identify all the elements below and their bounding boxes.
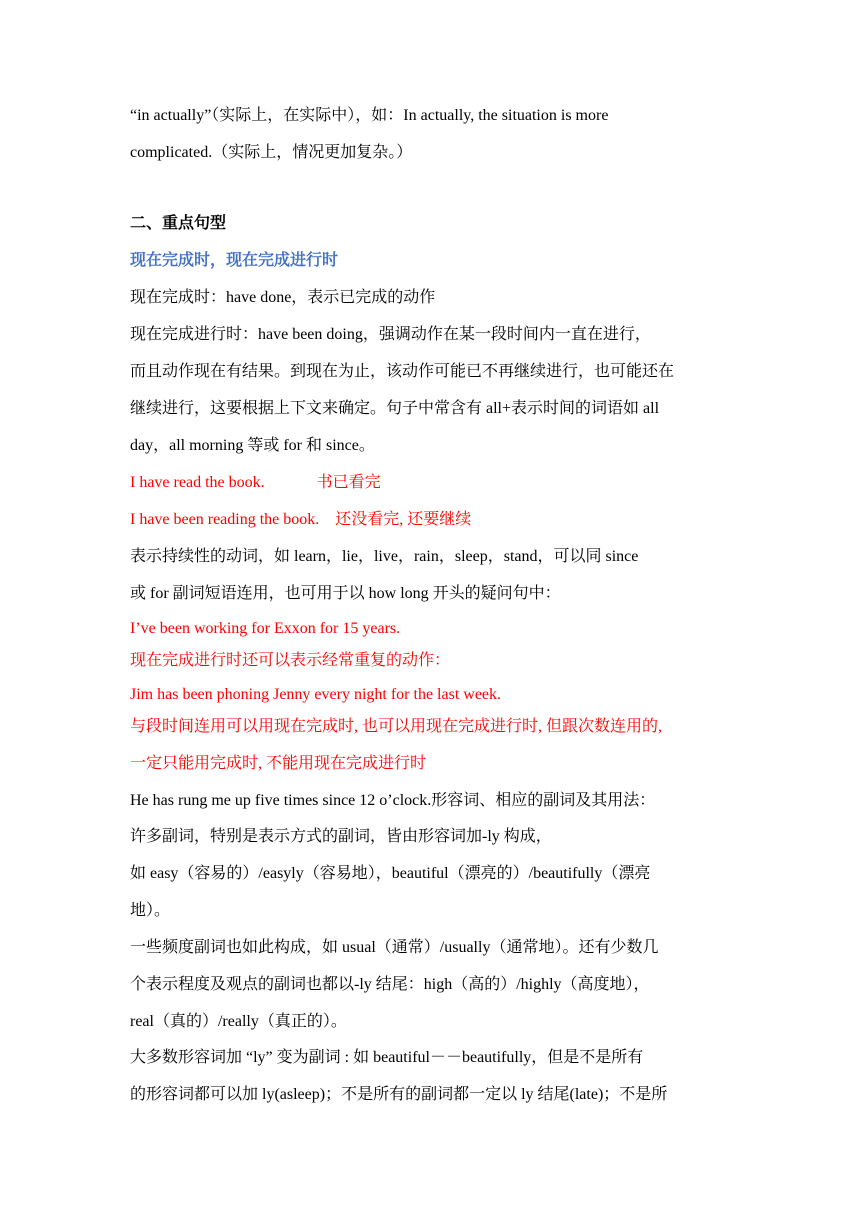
text-line: complicated.（实际上，情况更加复杂。） — [130, 144, 413, 161]
example-sentence — [130, 509, 730, 531]
example-english: I have read the book. — [130, 474, 265, 491]
text-line: 一定只能用完成时, 不能用现在完成进行时 — [130, 755, 427, 772]
text-line: 现在完成进行时还可以表示经常重复的动作： — [130, 652, 451, 669]
text-line: 个表示程度及观点的副词也都以-ly 结尾：high（高的）/highly（高度地）， — [130, 976, 650, 993]
text-line: “in actually”（实际上，在实际中），如：In actually, the situation is more — [130, 107, 609, 124]
text-line: 现在完成进行时：have been doing，强调动作在某一段时间内一直在进行， — [130, 326, 651, 343]
text-line: 许多副词，特别是表示方式的副词，皆由形容词加-ly 构成， — [130, 828, 552, 845]
text-line: 如 easy（容易的）/easyly（容易地），beautiful（漂亮的）/beautifully（漂亮 — [130, 865, 651, 882]
text-line: 与段时间连用可以用现在完成时, 也可以用现在完成进行时, 但跟次数连用的, — [130, 718, 663, 735]
text-line: 大多数形容词加 “ly” 变为副词 : 如 beautiful－－beautifully，但是不是所有 — [130, 1049, 644, 1066]
text-line: 的形容词都可以加 ly(asleep)；不是所有的副词都一定以 ly 结尾(late)；不是所 — [130, 1086, 668, 1103]
text-line: real（真的）/really（真正的）。 — [130, 1013, 347, 1030]
example-sentence: Jim has been phoning Jenny every night for the last week. — [130, 686, 502, 703]
text-line: 表示持续性的动词，如 learn，lie，live，rain，sleep，stand，可以同 since — [130, 548, 639, 565]
text-line: 或 for 副词短语连用，也可用于以 how long 开头的疑问句中： — [130, 585, 561, 602]
example-sentence — [130, 472, 730, 494]
subsection-heading: 现在完成时，现在完成进行时 — [130, 252, 339, 269]
text-line: 继续进行，这要根据上下文来确定。句子中常含有 all+表示时间的词语如 all — [130, 400, 660, 417]
text-line: 而且动作现在有结果。到现在为止，该动作可能已不再继续进行，也可能还在 — [130, 363, 675, 380]
example-sentence: I’ve been working for Exxon for 15 years. — [130, 620, 401, 637]
text-line: 现在完成时：have done，表示已完成的动作 — [130, 289, 436, 306]
example-english: I have been reading the book. — [130, 511, 320, 528]
text-line: He has rung me up five times since 12 o’clock.形容词、相应的副词及其用法： — [130, 792, 656, 809]
example-note: 还没看完, 还要继续 — [335, 511, 472, 528]
example-note: 书已看完 — [316, 474, 381, 491]
text-line: day，all morning 等或 for 和 since。 — [130, 437, 375, 454]
text-line: 一些频度副词也如此构成，如 usual（通常）/usually（通常地）。还有少数几 — [130, 939, 659, 956]
text-line: 地）。 — [130, 902, 171, 919]
section-heading: 二、重点句型 — [130, 215, 227, 232]
